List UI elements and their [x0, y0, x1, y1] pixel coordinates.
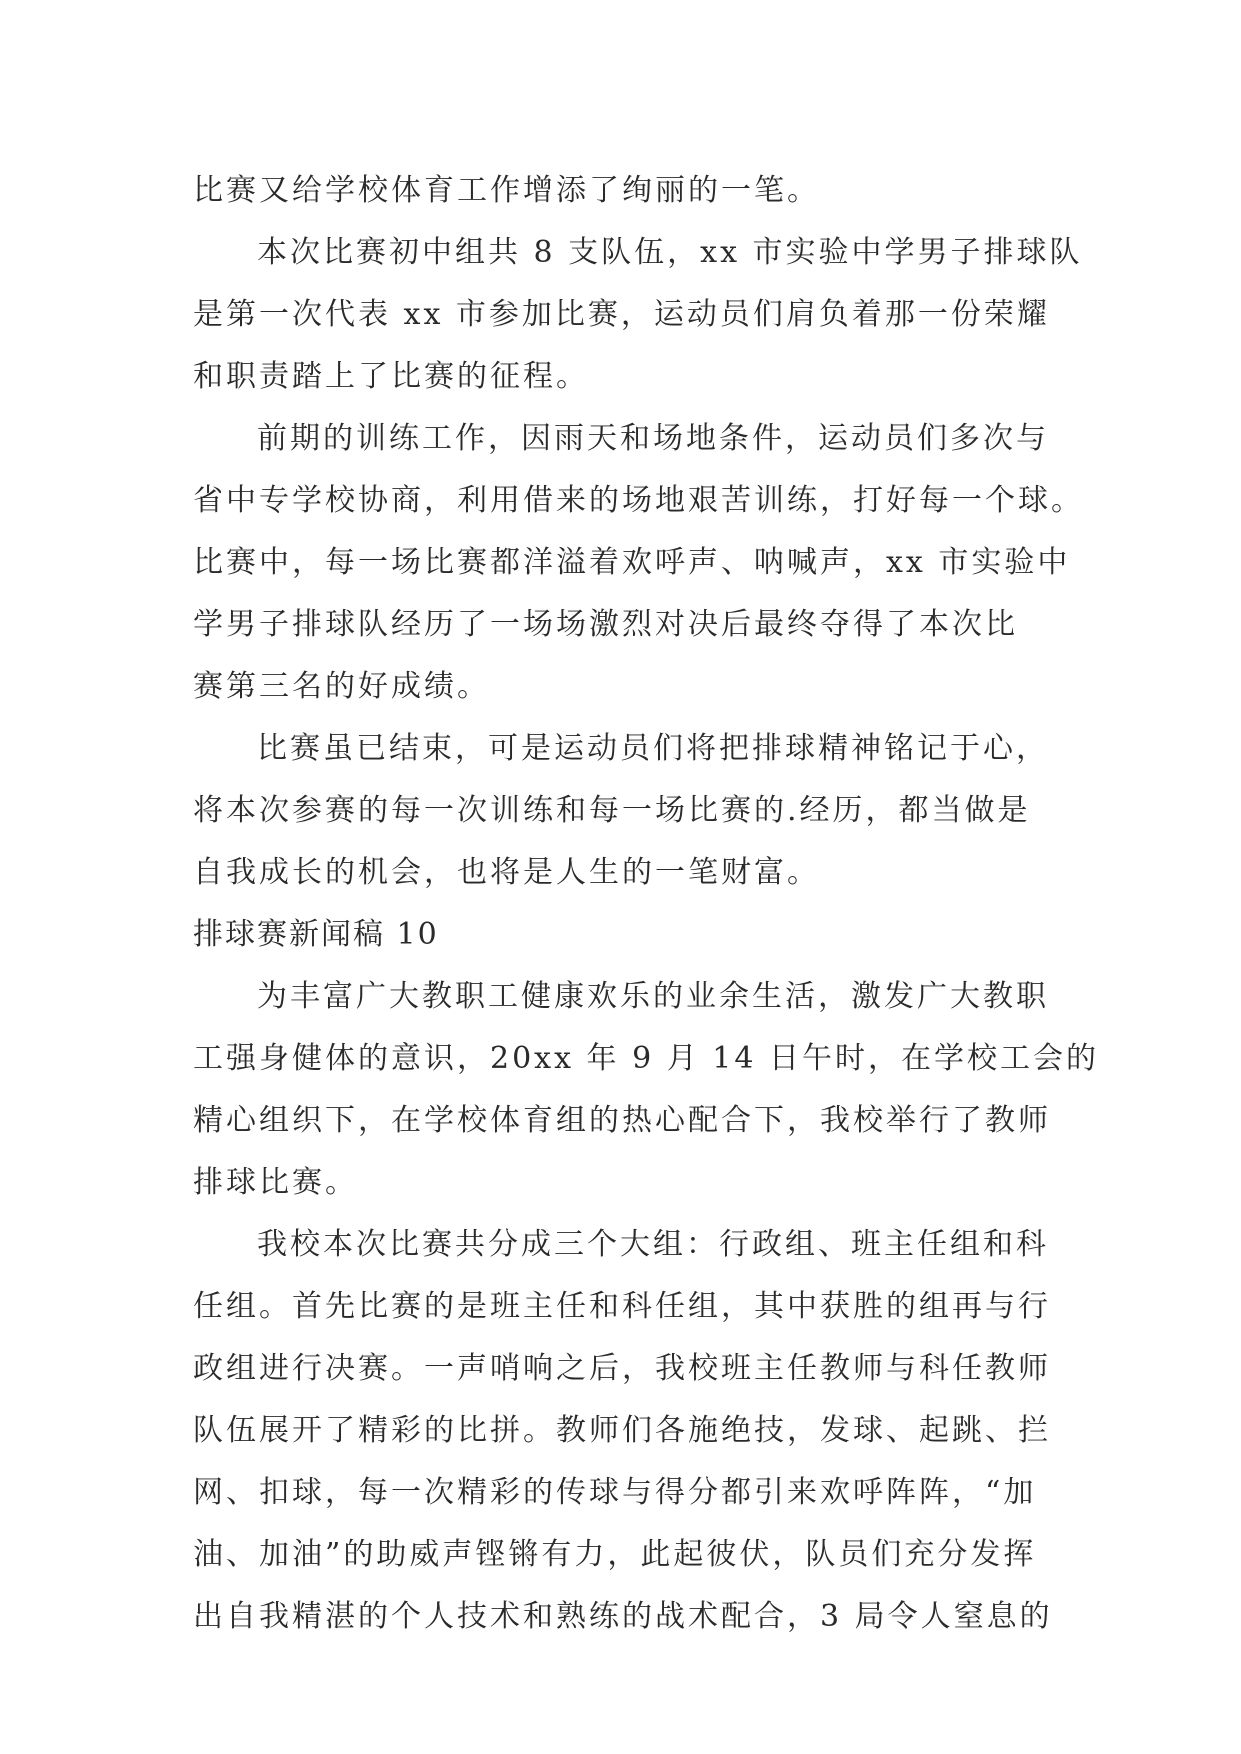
text-line: 排球比赛。: [193, 1165, 358, 1200]
text-line: 比赛中，每一场比赛都洋溢着欢呼声、呐喊声，xx 市实验中: [193, 545, 1071, 580]
text-line: 本次比赛初中组共 8 支队伍，xx 市实验中学男子排球队: [257, 235, 1083, 270]
text-line: 比赛虽已结束，可是运动员们将把排球精神铭记于心，: [257, 731, 1049, 766]
text-line: 任组。首先比赛的是班主任和科任组，其中获胜的组再与行: [193, 1289, 1051, 1324]
text-line: 我校本次比赛共分成三个大组：行政组、班主任组和科: [257, 1227, 1049, 1262]
section-heading: 排球赛新闻稿 10: [193, 917, 439, 952]
text-line: 油、加油”的助威声铿锵有力，此起彼伏，队员们充分发挥: [193, 1537, 1037, 1572]
text-line: 前期的训练工作，因雨天和场地条件，运动员们多次与: [257, 421, 1049, 456]
text-line: 将本次参赛的每一次训练和每一场比赛的.经历，都当做是: [193, 793, 1031, 828]
text-line: 为丰富广大教职工健康欢乐的业余生活，激发广大教职: [257, 979, 1049, 1014]
text-line: 学男子排球队经历了一场场激烈对决后最终夺得了本次比: [193, 607, 1018, 642]
text-line: 出自我精湛的个人技术和熟练的战术配合，3 局令人窒息的: [193, 1599, 1053, 1634]
text-line: 比赛又给学校体育工作增添了绚丽的一笔。: [193, 173, 820, 208]
text-line: 省中专学校协商，利用借来的场地艰苦训练，打好每一个球。: [193, 483, 1084, 518]
text-line: 精心组织下，在学校体育组的热心配合下，我校举行了教师: [193, 1103, 1051, 1138]
text-line: 政组进行决赛。一声哨响之后，我校班主任教师与科任教师: [193, 1351, 1051, 1386]
text-line: 网、扣球，每一次精彩的传球与得分都引来欢呼阵阵，“加: [193, 1475, 1037, 1510]
text-line: 工强身健体的意识，20xx 年 9 月 14 日午时，在学校工会的: [193, 1041, 1099, 1076]
text-line: 和职责踏上了比赛的征程。: [193, 359, 589, 394]
text-line: 队伍展开了精彩的比拼。教师们各施绝技，发球、起跳、拦: [193, 1413, 1051, 1448]
document-body: [193, 160, 1099, 1648]
text-line: 自我成长的机会，也将是人生的一笔财富。: [193, 855, 820, 890]
text-line: 赛第三名的好成绩。: [193, 669, 490, 704]
text-line: 是第一次代表 xx 市参加比赛，运动员们肩负着那一份荣耀: [193, 297, 1050, 332]
